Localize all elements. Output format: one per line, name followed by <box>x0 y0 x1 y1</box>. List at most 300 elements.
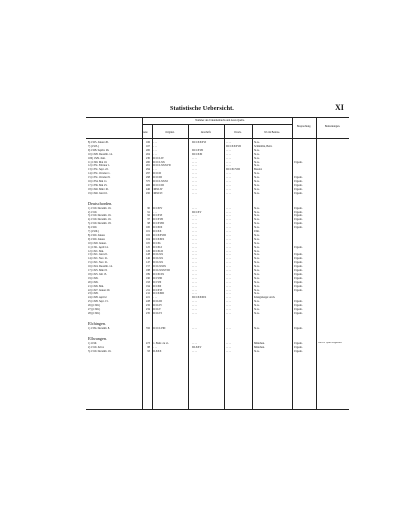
row-date: 8) 1320. Januar. <box>88 233 106 237</box>
row-seite: 126 <box>145 249 150 253</box>
row-date: 28) (1329.) <box>88 311 101 315</box>
row-abschrift: . . . . <box>192 168 197 172</box>
table-row <box>86 184 349 187</box>
row-seite: 297 <box>145 172 150 176</box>
row-original: . . . . <box>152 168 157 172</box>
row-druck: . . . . <box>226 253 231 257</box>
row-druck: . . . . <box>226 222 231 226</box>
table-row <box>86 222 349 225</box>
header-druck: Druck. <box>234 131 242 134</box>
row-seite: 200 <box>145 148 150 152</box>
row-besprechung: Urgede. <box>294 222 303 226</box>
table-row <box>86 176 349 179</box>
row-location: Schmidlin, Beitr. <box>254 144 273 148</box>
row-abschrift: . . . . <box>192 156 197 160</box>
row-original: DCCLXX <box>152 253 164 257</box>
row-original: DCCXXIX <box>152 237 165 241</box>
table-row <box>86 257 349 260</box>
row-location: St.A. <box>254 148 260 152</box>
section-heading: Elchingen. <box>88 320 107 326</box>
row-date: 13) 1321. Juni 22. <box>88 253 108 257</box>
row-original: DCCXLI <box>152 245 163 249</box>
row-besprechung: Urgede. <box>294 276 303 280</box>
row-date: 19) 1326. <box>88 276 99 280</box>
row-original: . . . . <box>152 345 157 349</box>
row-location: St.A. <box>254 164 260 168</box>
row-besprechung: Urgede. <box>294 183 303 187</box>
row-abschrift: . . . . <box>192 280 197 284</box>
row-date: 7) (1320.) <box>88 230 99 233</box>
row-abschrift: . . . . <box>192 261 197 265</box>
row-druck: . . . . <box>226 230 231 233</box>
row-original: CMXLIV <box>152 187 163 191</box>
row-abschrift: . . . . <box>192 233 197 237</box>
header-original: Original. <box>165 131 175 134</box>
row-date: 27) (1329.) <box>88 308 101 311</box>
row-location: St.A. <box>254 233 260 237</box>
row-abschrift: . . . . <box>192 326 197 330</box>
row-location: St.A. <box>254 172 260 176</box>
row-druck: . . . . <box>226 304 231 308</box>
row-original: DCCCIII <box>152 176 163 180</box>
table-row <box>86 207 349 210</box>
row-druck: . . . . <box>226 311 231 315</box>
row-druck: . . . . <box>226 308 231 311</box>
row-date: 18) 1325. Juli 13. <box>88 272 107 276</box>
row-abschrift: . . . . <box>192 176 197 180</box>
row-date: 10) 1328. Decemb. 14. <box>88 152 113 156</box>
row-druck: . . . . <box>226 218 231 222</box>
row-abschrift: . . . . <box>192 276 197 280</box>
row-date: 24) 1328. April 2. <box>88 296 108 300</box>
row-besprechung: Urgede. <box>294 176 303 180</box>
row-besprechung: Urgede. <box>294 272 303 276</box>
table-row <box>86 261 349 264</box>
row-location: St.A. <box>254 156 260 160</box>
row-original: DCCXVI <box>152 214 163 218</box>
row-besprechung: Urgede. <box>294 253 303 257</box>
row-seite: 450 <box>145 191 150 195</box>
row-abschrift: . . . . <box>192 269 197 272</box>
row-date: 11) 1329. Mai 10. <box>88 160 108 164</box>
row-location: St.A. <box>254 206 260 210</box>
header-bemerkungen: Bemerkungen. <box>324 125 341 128</box>
row-abschrift: . . . . <box>192 206 197 210</box>
table-row <box>86 230 349 233</box>
row-location: St.A. <box>254 253 260 257</box>
row-besprechung: Urgede. <box>294 206 303 210</box>
row-seite: 232 <box>145 304 150 308</box>
row-date: 4) 1319. Decemb. 16. <box>88 218 112 222</box>
table-row <box>86 250 349 253</box>
table-row <box>86 188 349 191</box>
row-abschrift: . . . . <box>192 265 197 269</box>
row-location: St.A. <box>254 222 260 226</box>
section-heading: Deutschorden. <box>88 200 113 206</box>
row-original: CMXLVI <box>152 191 163 195</box>
row-bemerkung: Von Dr. Tycho verglichen. <box>318 341 343 344</box>
row-original: . . . . <box>152 152 157 156</box>
row-druck: DCCXCVIII <box>226 168 240 172</box>
row-abschrift: . . . . <box>192 230 197 233</box>
row-original: DCCCLXXXI <box>152 180 168 183</box>
row-seite: 100 <box>145 226 150 230</box>
table-header-rule <box>86 138 349 139</box>
row-seite: 104 <box>145 237 150 241</box>
table-row <box>86 346 349 349</box>
row-druck: . . . . <box>226 237 231 241</box>
table-row <box>86 281 349 284</box>
row-druck: . . . . <box>226 345 231 349</box>
table-row <box>86 304 349 307</box>
table-row <box>86 269 349 272</box>
row-seite: 147 <box>145 261 150 265</box>
row-seite: 228 <box>145 300 150 304</box>
row-original: DCCCCIII <box>152 183 164 187</box>
row-seite: 98 <box>147 222 150 226</box>
row-date: 10) 1320. Januar. <box>88 241 107 245</box>
row-location: St.A. <box>254 326 260 330</box>
row-abschrift: . . . . <box>192 160 197 164</box>
row-druck: . . . . <box>226 276 231 280</box>
row-druck: . . . . <box>226 141 231 144</box>
row-date: 23) 1328. <box>88 292 99 296</box>
row-location: St.A. <box>254 191 260 195</box>
row-original: DCCLIII <box>152 300 162 304</box>
row-besprechung: Urgede. <box>294 226 303 230</box>
table-row <box>86 327 349 330</box>
row-druck: . . . . <box>226 214 231 218</box>
row-date: 11) 1321. April 14. <box>88 245 109 249</box>
table-row <box>86 153 349 156</box>
row-druck: . . . . <box>226 280 231 284</box>
row-seite: 230 <box>145 156 150 160</box>
table-row <box>86 285 349 288</box>
row-date: 17) 1336. Mai 25. <box>88 183 108 187</box>
row-seite: 188 <box>145 269 150 272</box>
row-druck: . . . . <box>226 164 231 168</box>
row-date: 20) 1326. <box>88 280 99 284</box>
row-seite: 167 <box>145 144 150 148</box>
row-druck: . . . . <box>226 272 231 276</box>
row-abschrift: . . . . <box>192 187 197 191</box>
row-date: 6) 1320. <box>88 226 97 230</box>
row-besprechung: Urgede. <box>294 341 303 345</box>
row-original: DCCVIII <box>152 276 163 280</box>
row-seite: 101 <box>145 230 150 233</box>
row-druck: . . . . <box>226 288 231 292</box>
row-location: St.A. <box>254 176 260 180</box>
row-seite: 90 <box>147 206 150 210</box>
table-row <box>86 172 349 175</box>
row-druck: . . . . <box>226 210 231 214</box>
table-row <box>86 180 349 183</box>
row-location: St.A. <box>254 249 260 253</box>
row-besprechung: Urgede. <box>294 245 303 249</box>
table-row <box>86 308 349 311</box>
row-seite: 406 <box>145 183 150 187</box>
row-location: St.A. <box>254 280 260 284</box>
row-location: Besold. <box>254 168 263 172</box>
table-row <box>86 157 349 160</box>
row-besprechung: Urgede. <box>294 187 303 191</box>
row-besprechung: Urgede. <box>294 160 303 164</box>
row-location: St.A. <box>254 226 260 230</box>
table-row <box>86 273 349 276</box>
row-original: DCCCLIV <box>152 156 164 160</box>
row-seite: 190 <box>145 276 150 280</box>
row-abschrift: . . . . <box>192 292 197 296</box>
section-heading: Ellwangen. <box>88 335 107 341</box>
table-row <box>86 211 349 214</box>
row-druck: . . . . <box>226 180 231 183</box>
row-original: DCCCLVIII <box>152 326 166 330</box>
row-druck: . . . . <box>226 176 231 180</box>
row-original: DCCCLXXXVII <box>152 164 171 168</box>
row-seite: 211 <box>146 288 150 292</box>
row-location: St.A. <box>254 292 260 296</box>
row-seite: 88 <box>147 345 150 349</box>
row-seite: 294 <box>145 168 150 172</box>
row-date: 25) 1328. Sept. 15. <box>88 300 109 304</box>
row-besprechung: Urgede. <box>294 218 303 222</box>
row-date: 2) 1319. Juli 4. <box>88 345 105 349</box>
row-seite: 446 <box>145 187 150 191</box>
page-number: XI <box>335 103 344 112</box>
row-abschrift: . . . . <box>192 237 197 241</box>
row-seite: 194 <box>145 284 150 288</box>
row-date: 16) 1334. Mai 11. <box>88 180 108 183</box>
table-row <box>86 350 349 353</box>
row-original: DCCCLXX <box>152 160 165 164</box>
row-abschrift: . . . . <box>192 183 197 187</box>
row-abschrift: DCCXXXIX <box>192 296 207 300</box>
row-location: St.A. <box>254 265 260 269</box>
row-original: DCCXVI <box>152 288 163 292</box>
row-date: 100) 1329. Juni. <box>88 156 106 160</box>
row-besprechung: Urgede. <box>294 180 303 183</box>
row-date: 15) 1321. Nov. 21. <box>88 261 109 265</box>
row-date: 16) 1324. Decemb. 14. <box>88 265 113 269</box>
row-abschrift: DCCXXI <box>192 152 203 156</box>
row-abschrift: . . . . <box>192 349 197 353</box>
header-urkunden: Besprechung. <box>296 125 312 128</box>
row-besprechung: Urgede. <box>294 308 303 311</box>
row-location: St.A. <box>254 152 260 156</box>
row-location: St.A. <box>254 288 260 292</box>
row-abschrift: . . . . <box>192 180 197 183</box>
row-location: St.A. <box>254 160 260 164</box>
row-besprechung: Urgede. <box>294 261 303 265</box>
row-abschrift: . . . . <box>192 308 197 311</box>
row-besprechung: Urgede. <box>294 311 303 315</box>
row-abschrift: . . . . <box>192 218 197 222</box>
row-location: München. <box>254 345 265 349</box>
row-druck: . . . . <box>226 257 231 261</box>
row-besprechung: Urgede. <box>294 284 303 288</box>
row-seite: 91 <box>147 210 150 214</box>
row-abschrift: . . . . <box>192 241 197 245</box>
row-besprechung: Urgede. <box>294 280 303 284</box>
row-druck: . . . . <box>226 292 231 296</box>
row-original: DCCXII <box>152 284 162 288</box>
row-original: DCCXVIII <box>152 222 165 226</box>
table-row <box>86 238 349 241</box>
row-abschrift: . . . . <box>192 164 197 168</box>
row-druck: . . . . <box>226 296 231 300</box>
row-original: . . . . <box>152 296 157 300</box>
row-original: DCCCII <box>152 172 162 176</box>
header-seite: Seite <box>142 131 148 134</box>
row-date: 15) 1331. October 8. <box>88 176 111 180</box>
row-seite: 260 <box>145 160 150 164</box>
row-druck: . . . . <box>226 187 231 191</box>
row-original: 11. Beitr. zu i.1. <box>152 341 170 345</box>
row-original: DCCXLII <box>152 249 163 253</box>
row-date: 13) 1331. Sept. 22. <box>88 168 109 172</box>
row-seite: 221 <box>145 296 150 300</box>
page-title: Statistische Uebersicht. <box>170 105 234 112</box>
row-original: DCCVII <box>152 280 162 284</box>
row-date: 14) 1331. October 1. <box>88 172 111 176</box>
row-date: 9) 1328. Septbr. 26. <box>88 148 110 152</box>
table-bottom-rule <box>86 409 349 410</box>
table-row <box>86 192 349 195</box>
row-abschrift: . . . . <box>192 253 197 257</box>
row-besprechung: Urgede. <box>294 345 303 349</box>
row-seite: 146 <box>145 257 150 261</box>
table-row <box>86 246 349 249</box>
row-abschrift: DLXXV <box>192 345 202 349</box>
row-druck: . . . . <box>226 245 231 249</box>
header-abschrift: Abschrift. <box>200 131 212 134</box>
row-seite: 166 <box>145 141 150 144</box>
row-date: 8) 1325. Januar 20. <box>88 141 109 144</box>
row-druck: DCCXXXVII <box>226 144 242 148</box>
row-abschrift: . . . . <box>192 245 197 249</box>
row-seite: 212 <box>145 292 150 296</box>
row-original: DLXXX <box>152 349 162 353</box>
row-location: St.A. <box>254 349 260 353</box>
row-date: 19) 1340. Juni 16. <box>88 191 108 195</box>
row-abschrift: . . . . <box>192 172 197 176</box>
row-location: St.A. <box>254 141 260 144</box>
row-original: . . . . <box>152 148 157 152</box>
row-druck: . . . . <box>226 160 231 164</box>
row-date: 1) 1190. <box>88 341 97 345</box>
row-seite: 97 <box>147 218 150 222</box>
row-abschrift: . . . . <box>192 226 197 230</box>
row-location: München. <box>254 341 265 345</box>
row-abschrift: . . . . <box>192 214 197 218</box>
row-original: DCCXCIX <box>152 272 165 276</box>
row-abschrift: . . . . <box>192 284 197 288</box>
row-besprechung: Urgede. <box>294 288 303 292</box>
row-seite: 261 <box>145 164 150 168</box>
table-row <box>86 242 349 245</box>
row-seite: 298 <box>145 176 150 180</box>
row-location: St.A. <box>254 210 260 214</box>
row-besprechung: Urgede. <box>294 214 303 218</box>
row-original: DCCLVI <box>152 311 162 315</box>
table-row <box>86 161 349 164</box>
table-row <box>86 312 349 315</box>
row-druck: . . . . <box>226 241 231 245</box>
row-seite: 204 <box>145 152 150 156</box>
row-original: DCCLXX <box>152 261 164 265</box>
row-druck: . . . . <box>226 148 231 152</box>
row-seite: 189 <box>145 272 150 276</box>
row-date: 14) 1321. Nov. 21. <box>88 257 109 261</box>
row-location: St.A. <box>254 237 260 241</box>
row-seite: 102 <box>145 233 150 237</box>
row-location: St.A. <box>254 218 260 222</box>
row-original: DCCXVII <box>152 218 164 222</box>
row-druck: . . . . <box>226 265 231 269</box>
table-row <box>86 300 349 303</box>
table-row <box>86 168 349 171</box>
table-top-rule <box>86 117 349 118</box>
row-besprechung: Urgede. <box>294 269 303 272</box>
row-location: St.A. <box>254 183 260 187</box>
row-seite: 473 <box>145 341 150 345</box>
table-row <box>86 253 349 256</box>
row-druck: . . . . <box>226 172 231 176</box>
row-besprechung: Urgede. <box>294 265 303 269</box>
row-location: St.A. <box>254 311 260 315</box>
header-group: Nummer des Urkundenbuchs und deren Quelle. <box>195 119 245 122</box>
row-date: 1) 1334. Decemb. 8. <box>88 326 110 330</box>
row-date: 18) 1340. März 10. <box>88 187 109 191</box>
row-location: Ulm. <box>254 230 260 233</box>
row-seite: 128 <box>145 253 150 257</box>
row-seite: 375 <box>145 180 150 183</box>
table-row <box>86 145 349 148</box>
table-row <box>86 342 349 345</box>
row-original: DCCLV <box>152 308 161 311</box>
table-row <box>86 289 349 292</box>
row-druck: . . . . <box>226 191 231 195</box>
row-abschrift: . . . . <box>192 249 197 253</box>
row-date: 2) 1319. <box>88 210 97 214</box>
row-druck: . . . . <box>226 349 231 353</box>
row-date: 21) 1326. Mai. <box>88 284 104 288</box>
row-druck: . . . . <box>226 249 231 253</box>
row-besprechung: Urgede. <box>294 210 303 214</box>
row-date: 3) 1319. Decemb. 16. <box>88 349 112 353</box>
row-druck: . . . . <box>226 206 231 210</box>
row-druck: . . . . <box>226 284 231 288</box>
row-seite: 105 <box>145 241 150 245</box>
row-druck: . . . . <box>226 269 231 272</box>
row-abschrift: DCCXVII <box>192 148 204 152</box>
row-original: DCCXL <box>152 241 162 245</box>
row-date: 3) 1319. Decemb. 16. <box>88 214 112 218</box>
table-row <box>86 149 349 152</box>
row-date: 22) 1327. Januar 29. <box>88 288 111 292</box>
row-original: DCCXXVIII <box>152 233 167 237</box>
row-abschrift: . . . . <box>192 300 197 304</box>
row-location: St.A. <box>254 214 260 218</box>
row-abschrift: DCCXV <box>192 210 202 214</box>
row-location: St.A. <box>254 304 260 308</box>
table-row <box>86 226 349 229</box>
row-location: St.A. <box>254 276 260 280</box>
row-druck: . . . . <box>226 226 231 230</box>
row-location: St.A. <box>254 187 260 191</box>
table-row <box>86 141 349 144</box>
row-besprechung: Urgede. <box>294 304 303 308</box>
